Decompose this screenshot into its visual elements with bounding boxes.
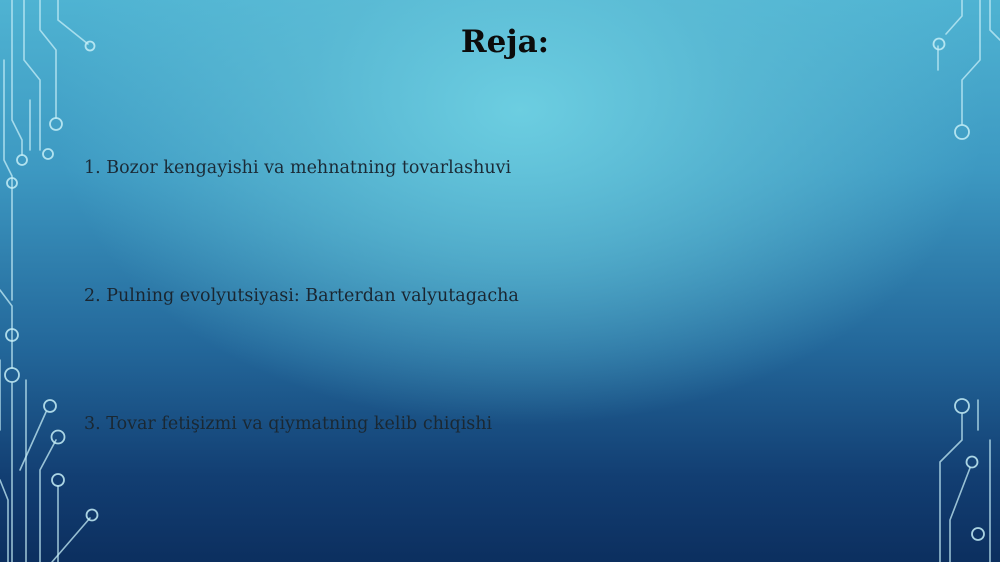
plan-item-2: 2. Pulning evolyutsiyasi: Barterdan valyutagacha	[84, 286, 519, 306]
plan-item-1: 1. Bozor kengayishi va mehnatning tovarlashuvi	[84, 158, 512, 178]
plan-item-3: 3. Tovar fetişizmi va qiymatning kelib chiqishi	[84, 414, 493, 434]
slide-title: Reja:	[460, 24, 550, 60]
